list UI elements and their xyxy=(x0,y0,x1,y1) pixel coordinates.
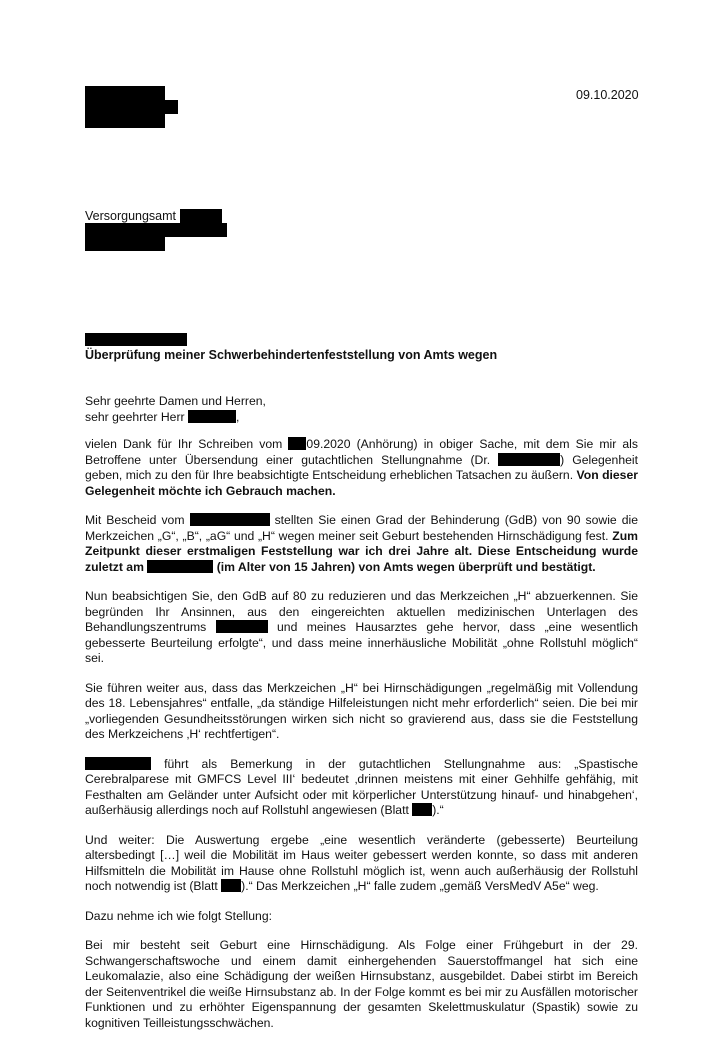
sender-redaction-3 xyxy=(85,114,165,128)
redaction-doctor-2 xyxy=(85,757,151,770)
redaction-name xyxy=(188,410,236,423)
recipient-redaction-2 xyxy=(85,223,227,237)
recipient-name: Versorgungsamt xyxy=(85,209,177,223)
reference-redaction xyxy=(85,333,187,346)
paragraph-8: Bei mir besteht seit Geburt eine Hirnschädigung. Als Folge einer Frühgeburt in der 29. Schwangerschaftswoche und einem damit einhergehenden Sauerstoffmangel hat sich eine Leukomalazie, also eine Schädigung der weißen Hirnsubstanz, ausgebildet. Dabei stirbt im Bereich der Seitenventrikel die weiße Hirnsubstanz ab. In der Folge kommt es bei mir zu Ausfällen motorischer Funktionen und zu erhöhter Eigenspannung der gesamten Skelettmuskulatur (Spastik) sowie zu kognitiven Teilleistungsschwächen. xyxy=(85,938,638,1030)
paragraph-1: vielen Dank für Ihr Schreiben vom 09.2020 (Anhörung) in obiger Sache, mit dem Sie mir als Betroffene unter Übersendung einer gutachtlichen Stellungnahme (Dr. ) Gelegenheit geben, mich zu den für Ihre beabsichtigte Entscheidung erheblichen Tatsachen zu äußern. Von dieser Gelegenheit möchte ich Gebrauch machen. xyxy=(85,437,638,498)
paragraph-4: Sie führen weiter aus, dass das Merkzeichen „H“ bei Hirnschädigungen „regelmäßig mit Vollendung des 18. Lebensjahres“ entfalle, „da ständige Hilfeleistungen nicht mehr erforderlich“ seien. Die bei mir „vorliegenden Gesundheitsstörungen wirken sich nicht so gravierend aus, dass sie die Feststellung des Merkzeichens ‚H‘ rechtfertigen“. xyxy=(85,680,638,741)
salutation-line-2: sehr geehrter Herr xyxy=(85,409,185,424)
sender-redaction-1 xyxy=(85,86,165,100)
recipient-redaction-name xyxy=(180,209,222,223)
letter-date: 09.10.2020 xyxy=(576,88,639,102)
redaction-date-1 xyxy=(190,513,270,526)
redaction-date-2 xyxy=(147,560,213,573)
paragraph-2: Mit Bescheid vom stellten Sie einen Grad der Behinderung (GdB) von 90 sowie die Merkzeichen „G“, „B“, „aG“ und „H“ wegen meiner seit Geburt bestehenden Hirnschädigung fest. Zum Zeitpunkt dieser erstmaligen Feststellung war ich drei Jahre alt. Diese Entscheidung wurde zuletzt am (im Alter von 15 Jahren) von Amts wegen überprüft und bestätigt. xyxy=(85,513,638,574)
redaction-page-2 xyxy=(221,879,241,892)
salutation-line-1: Sehr geehrte Damen und Herren, xyxy=(85,394,266,408)
paragraph-5: führt als Bemerkung in der gutachtlichen Stellungnahme aus: „Spastische Cerebralparese mit GMFCS Level III‘ bedeutet ‚drinnen meistens mit einer Gehhilfe gehfähig, mit Festhalten am Geländer unter Aufsicht oder mit körperlicher Unterstützung hinauf- und hinabgehen‘, außerhäusig allerdings noch auf Rollstuhl angewiesen (Blatt ).“ xyxy=(85,756,638,817)
redaction-doctor xyxy=(498,453,560,466)
paragraph-3: Nun beabsichtigen Sie, den GdB auf 80 zu reduzieren und das Merkzeichen „H“ abzuerkennen. Sie begründen Ihr Ansinnen, aus den eingereichten aktuellen medizinischen Unterlagen des Behandlungszentrums und meines Hausarztes gehe hervor, dass „eine wesentlich gebesserte Beurteilung erfolgte“, und dass meine innerhäusliche Mobilität „ohne Rollstuhl möglich“ sei. xyxy=(85,589,638,665)
subject-line: Überprüfung meiner Schwerbehindertenfeststellung von Amts wegen xyxy=(85,348,498,362)
sender-redaction-2 xyxy=(85,100,178,114)
redaction-day xyxy=(288,437,306,450)
recipient-redaction-3 xyxy=(85,237,165,251)
letter-body xyxy=(85,394,638,1045)
redaction-page-1 xyxy=(412,803,432,816)
paragraph-7: Dazu nehme ich wie folgt Stellung: xyxy=(85,908,272,923)
redaction-center xyxy=(216,620,268,633)
paragraph-6: Und weiter: Die Auswertung ergebe „eine wesentlich veränderte (gebesserte) Beurteilung altersbedingt […] weil die Mobilität im Haus weiter gebessert werden konnte, so dass mit anderen Hilfsmitteln die Mobilität im Hause ohne Rollstuhl möglich ist, wenn auch außerhäusig der Rollstuhl noch notwendig ist (Blatt ).“ Das Merkzeichen „H“ falle zudem „gemäß VersMedV A5e“ weg. xyxy=(85,832,638,893)
recipient-line xyxy=(85,209,176,223)
salutation: Sehr geehrte Damen und Herren, sehr geehrter Herr , xyxy=(85,394,266,424)
